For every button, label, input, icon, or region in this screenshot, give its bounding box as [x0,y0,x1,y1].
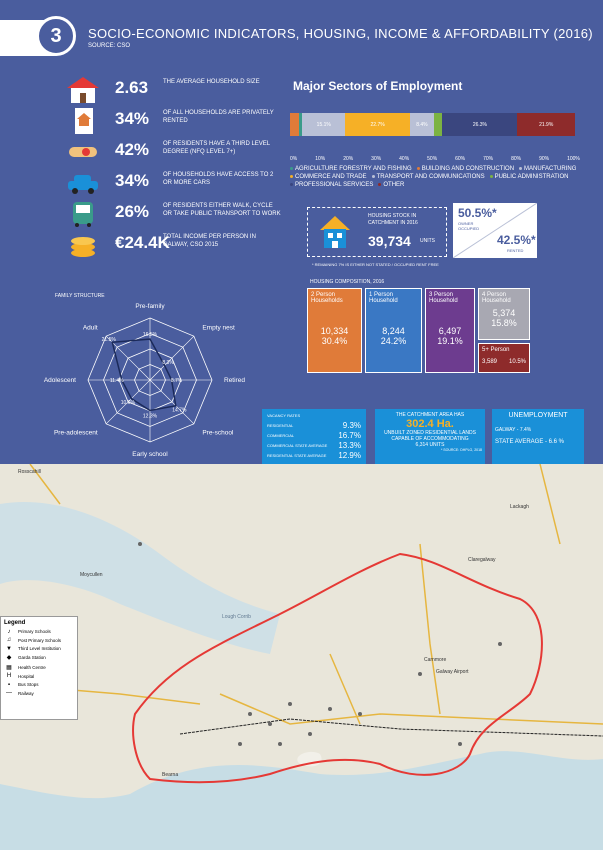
map-place-bearna: Bearna [162,772,179,778]
employment-bar-segment: 26.3% [442,113,517,136]
map-legend-label: Railway [18,690,34,696]
employment-tick: 100% [567,156,580,162]
house-stock-icon [318,214,352,250]
vacancy-label: RESIDENTIAL STATE AVERAGE [267,453,327,458]
bus-icon [66,200,102,230]
diploma-icon [66,138,102,168]
radar-axis-label: Retired [224,377,245,384]
employment-tick: 70% [483,156,494,162]
employment-legend-item: PROFESSIONAL SERVICES [290,182,373,188]
map-place-rosscahill: Rosscahill [18,469,41,475]
composition-pct: 10.5% [508,359,526,365]
catchment-line1: THE CATCHMENT AREA HAS [395,412,465,418]
map-legend-label: Health Centre [18,664,46,670]
composition-label: 2 Person Households [311,292,343,304]
employment-tick: 40% [399,156,410,162]
employment-bar [290,113,575,136]
map-legend-label: Garda Station [18,655,46,660]
stat-desc: OF HOUSEHOLDS HAVE ACCESS TO 2 OR MORE CARS [163,172,274,186]
stat-row [60,136,270,170]
vacancy-row [267,431,361,440]
car-icon [66,169,102,199]
radar-axis-label: Pre-school [202,429,234,437]
composition-count: 5,374 [492,308,516,318]
stat-desc: THE AVERAGE HOUSEHOLD SIZE [163,79,260,85]
map-place-lough-corrib: Lough Corrib [222,614,251,620]
bus-stop-icon: ▪ [7,681,11,688]
coins-icon [66,231,102,261]
page-title: SOCIO-ECONOMIC INDICATORS, HOUSING, INCOME & AFFORDABILITY (2016) [88,26,593,41]
vacancy-row [267,451,361,460]
radar-data-label: 16.5% [142,332,158,339]
employment-legend-item: AGRICULTURE FORESTRY AND FISHING [290,166,412,172]
stat-row [60,229,270,263]
vacancy-value: 16.7% [338,431,361,440]
composition-pct: 24.2% [380,336,407,346]
catchment-box [375,409,485,464]
stat-value: 42% [115,140,150,159]
map-legend [0,616,78,720]
vacancy-value: 9.3% [342,421,361,430]
rented-pct: 42.5%* [497,233,536,247]
employment-tick: 60% [455,156,466,162]
catchment-map[interactable] [0,464,603,850]
radar-axis-label: Early school [132,451,168,458]
radar-axis-label: Pre-family [135,303,165,310]
composition-label: 3 Person Household [429,292,458,304]
vacancy-label: COMMERCIAL STATE AVERAGE [267,443,328,448]
map-legend-item [4,646,74,652]
composition-cell [478,288,530,340]
employment-tick: 90% [539,156,550,162]
housing-stock-value: 39,734 [368,233,411,249]
employment-title: Major Sectors of Employment [293,79,463,93]
vacancy-rows [267,421,361,460]
radar-title: FAMILY STRUCTURE [55,293,105,299]
composition-count: 10,334 [320,326,349,336]
stat-row [60,105,274,139]
composition-pct: 30.4% [321,336,348,346]
employment-bar-segment [290,113,299,136]
employment-legend-item: MANUFACTURING [519,166,576,172]
vacancy-row [267,421,361,430]
page-source: SOURCE: CSO [88,43,131,49]
composition-cell [478,343,530,373]
composition-label: 1 Person Household [369,292,398,304]
radar-data-label: 12.3% [142,413,158,420]
employment-bar-segment: 8.4% [410,113,434,136]
housing-stock-box [307,207,447,257]
employment-bar-segment: 21.9% [517,113,575,136]
map-legend-item [4,664,74,671]
employment-tick: 20% [343,156,354,162]
tenure-box [453,203,537,258]
employment-legend-item: COMMERCE AND TRADE [290,174,367,180]
employment-tick: 0% [290,156,298,162]
map-legend-item [4,629,74,635]
health-centre-icon: ▦ [6,664,12,671]
unemployment-state: STATE AVERAGE - 6.6 % [495,439,565,445]
map-place-airport: Galway Airport [436,669,469,675]
employment-legend-item: OTHER [378,182,404,188]
map-legend-label: Bus Stops [18,682,39,687]
hospital-icon: H [6,673,12,679]
composition-cell [425,288,475,373]
composition-count: 3,589 [482,359,498,365]
vacancy-value: 12.9% [338,451,361,460]
section-number: 3 [36,16,76,56]
stat-row [60,74,270,108]
stat-value: 2.63 [115,78,149,97]
composition-pct: 19.1% [437,336,463,346]
document-icon [66,107,102,137]
vacancy-box [262,409,366,464]
stat-desc: OF ALL HOUSEHOLDS ARE PRIVATELY RENTED [163,110,274,124]
composition-title: HOUSING COMPOSITION, 2016 [310,279,385,285]
map-legend-item [4,654,74,661]
stat-desc: OF RESIDENTS HAVE A THIRD LEVEL DEGREE (NFQ LEVEL 7+) [163,141,270,155]
vacancy-label: RESIDENTIAL [267,423,294,428]
vacancy-value: 13.3% [338,441,361,450]
radar-axis-label: Adolescent [43,377,76,384]
radar-data-label: 14.7% [172,407,187,414]
radar-data-label: 21.5% [101,336,116,343]
unemployment-box [492,409,584,464]
map-legend-items [4,629,74,697]
unemployment-galway: GALWAY - 7.4% [495,427,532,433]
housing-stock-label: HOUSING STOCK IN CATCHMENT IN 2016 [368,213,418,226]
composition-label: 4 Person Household [482,292,511,304]
map-canvas [0,464,603,850]
map-legend-item [4,637,74,643]
stat-desc: TOTAL INCOME PER PERSON IN GALWAY, CSO 2015 [163,234,256,248]
catchment-value: 302.4 Ha. [406,418,454,430]
map-place-claregalway: Claregalway [468,557,496,563]
radar-data-label: 11.4% [109,378,124,384]
composition-cell [307,288,362,373]
map-legend-item [4,682,74,688]
railway-icon: — [6,690,12,696]
third-level-icon: ▼ [6,645,12,652]
employment-legend-item: BUILDING AND CONSTRUCTION [417,166,514,172]
employment-tick: 30% [371,156,382,162]
map-place-moycullen: Moycullen [80,572,103,578]
map-legend-item [4,673,74,679]
vacancy-label: COMMERCIAL [267,433,295,438]
unemployment-title: UNEMPLOYMENT [508,412,568,419]
radar-data-label: 8.7% [170,378,183,384]
map-legend-label: Post Primary Schools [18,637,62,643]
rented-label: RENTED [507,248,524,253]
employment-legend-item: TRANSPORT AND COMMUNICATIONS [372,174,485,180]
composition-label: 5+ Person [482,347,510,353]
primary-school-icon: ♪ [7,628,11,635]
radar-axis-label: Empty nest [202,324,235,332]
composition-count: 6,497 [438,326,462,336]
house-icon [66,76,102,106]
stat-row [60,167,274,201]
stat-value: 26% [115,202,150,221]
stat-value: 34% [115,109,150,128]
employment-bar-segment: 22.7% [345,113,410,136]
employment-legend [290,165,590,189]
employment-tick: 50% [427,156,438,162]
housing-stock-unit: UNITS [420,238,435,244]
map-legend-title: Legend [4,620,26,626]
catchment-source: * SOURCE: DHPLG, 2018 [440,448,482,452]
employment-legend-item: PUBLIC ADMINISTRATION [490,174,569,180]
map-place-lackagh: Lackagh [510,504,529,510]
composition-count: 8,244 [382,326,405,336]
map-legend-label: Primary Schools [18,629,51,634]
stat-value: €24.4K [115,233,170,252]
catchment-line2: UNBUILT ZONED RESIDENTIAL LANDS CAPABLE OF ACCOMMODATING [384,430,476,442]
employment-tick: 10% [315,156,326,162]
employment-tick: 80% [511,156,522,162]
radar-data-label: 10.6% [120,400,135,407]
stat-value: 34% [115,171,150,190]
map-legend-label: Hospital [18,673,35,679]
employment-bar-segment [434,113,443,136]
vacancy-row [267,441,361,450]
composition-pct: 15.8% [491,318,517,328]
map-place-carnmore: Carnmore [424,657,447,663]
garda-station-icon: ◆ [6,655,12,661]
employment-bar-segment: 15.1% [302,113,345,136]
stat-desc: OF RESIDENTS EITHER WALK, CYCLE OR TAKE PUBLIC TRANSPORT TO WORK [163,203,281,217]
post-primary-school-icon: ♫ [6,637,12,643]
catchment-units: 6,314 UNITS [415,442,445,448]
vacancy-title: VACANCY RATES [267,413,301,418]
owner-pct: 50.5%* [458,206,497,220]
radar-axis-label: Pre-adolescent [53,429,98,437]
employment-ticks [290,156,580,162]
radar-data-label: 8.3% [162,359,174,366]
radar-axis-label: Adult [82,324,98,332]
housing-remark: * REMAINING 7% IS EITHER NOT STATED / OCCUPIED RENT FREE [312,262,439,267]
map-legend-label: Third Level Institution [18,646,61,651]
stat-row [60,198,281,232]
composition-cell [365,288,422,373]
owner-label: OWNER OCCUPIED [458,221,480,231]
map-legend-item [4,690,74,696]
family-structure-radar [40,300,260,460]
